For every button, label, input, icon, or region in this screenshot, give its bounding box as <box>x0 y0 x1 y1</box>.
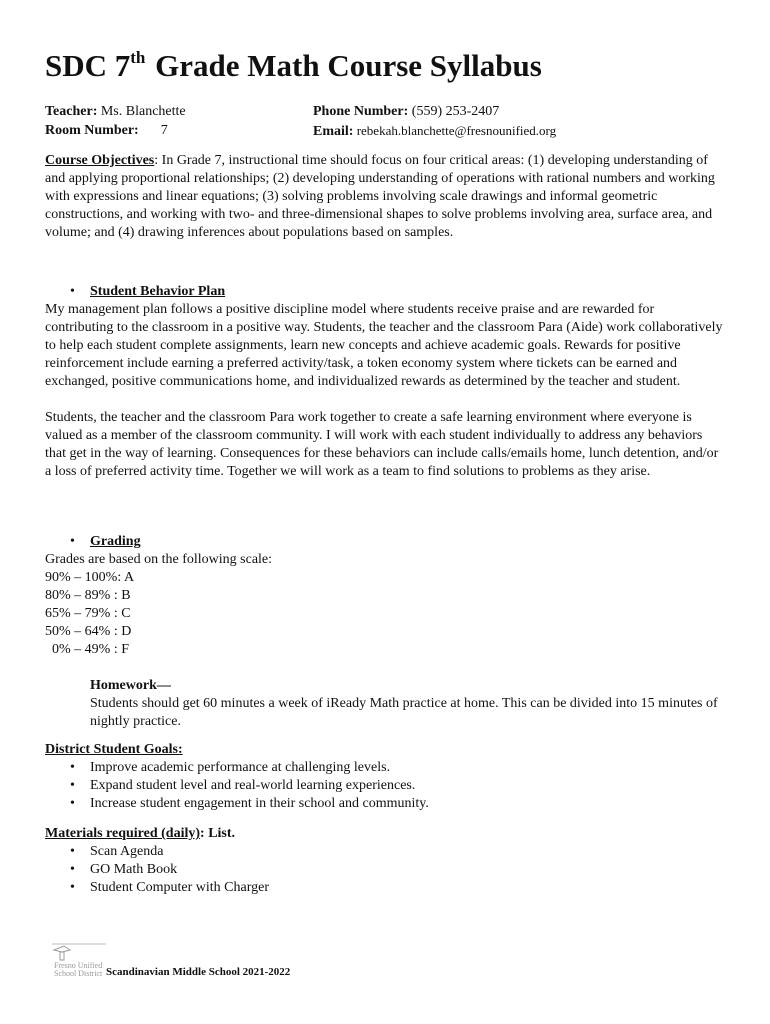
materials-heading: Materials required (daily) <box>45 826 201 841</box>
material-item: • GO Math Book <box>45 861 725 879</box>
grade-scale-f: 0% – 49% : F <box>45 642 129 657</box>
grade-scale-a: 90% – 100%: A <box>45 570 135 585</box>
page-title <box>45 46 542 91</box>
title-main: SDC 7 <box>45 48 131 83</box>
homework-label: Homework— <box>90 678 171 693</box>
svg-text:Fresno Unified: Fresno Unified <box>54 961 103 970</box>
materials-heading-suffix: : List. <box>200 826 236 841</box>
email-label: Email: <box>313 124 354 139</box>
footer-school: Scandinavian Middle School 2021-2022 <box>106 966 291 978</box>
grading-heading-text: Grading <box>90 534 141 549</box>
material-item: • Scan Agenda <box>45 843 725 861</box>
behavior-paragraph-2: Students, the teacher and the classroom Para work together to create a safe learning environment where everyone is valued as a member of the classroom community. I will work with each student individually to address any behaviors that get in the way of learning. Consequences for these behaviors can include calls/emails home, lunch detention, and/or a loss of preferred activity time. Together we will work as a team to find solutions to problems as they arise. <box>45 410 719 479</box>
room-value: 7 <box>160 123 168 138</box>
homework-block <box>45 677 725 731</box>
district-goals-section <box>45 741 725 813</box>
behavior-heading-text: Student Behavior Plan <box>90 284 226 299</box>
goals-heading: District Student Goals: <box>45 742 183 757</box>
grading-section <box>45 533 725 731</box>
grade-scale-c: 65% – 79% : C <box>45 606 131 621</box>
goal-item: • Increase student engagement in their school and community. <box>45 795 725 813</box>
objectives-text: : In Grade 7, instructional time should focus on four critical areas: (1) developing understanding of and applying proportional relationships; (2) developing understanding of operations with rational numbers and working with expressions and linear equations; (3) solving problems involving scale drawings and informal geometric constructions, and working with two- and three-dimensional shapes to solve problems involving area, surface area, and volume; and (4) drawing inferences about populations based on samples. <box>45 153 715 240</box>
teacher-value: Ms. Blanchette <box>97 104 186 119</box>
page-footer <box>50 938 370 983</box>
materials-list <box>45 843 725 897</box>
behavior-paragraph-1: My management plan follows a positive discipline model where students receive praise and are rewarded for contributing to the classroom in a positive way. Students, the teacher and the classroom Para (Aide) work collaboratively to help each student complete assignments, learn new concepts and achieve academic goals. Rewards for positive reinforcement include earning a preferred activity/task, a token economy system where tickets can be earned and exchanged, positive communications home, and individualized rewards as determined by the teacher and student. <box>45 302 723 389</box>
grade-scale-b: 80% – 89% : B <box>45 588 131 603</box>
goal-item: • Expand student level and real-world learning experiences. <box>45 777 725 795</box>
room-label: Room Number: <box>45 123 139 138</box>
teacher-label: Teacher: <box>45 104 98 119</box>
contact-info <box>45 103 725 141</box>
email-line <box>313 122 556 141</box>
behavior-heading <box>45 283 725 301</box>
title-superscript: th <box>130 48 146 67</box>
grading-heading <box>45 533 725 551</box>
grading-intro: Grades are based on the following scale: <box>45 552 273 567</box>
homework-text: Students should get 60 minutes a week of iReady Math practice at home. This can be divided into 15 minutes of nightly practice. <box>90 696 718 729</box>
grade-scale-d: 50% – 64% : D <box>45 624 132 639</box>
goals-list <box>45 759 725 813</box>
material-item: • Student Computer with Charger <box>45 879 725 897</box>
objectives-label: Course Objectives <box>45 153 155 168</box>
email-value: rebekah.blanchette@fresnounified.org <box>353 123 557 138</box>
room-line <box>45 122 168 140</box>
svg-text:School District: School District <box>54 969 103 978</box>
title-rest: Grade Math Course Syllabus <box>147 48 542 83</box>
course-objectives <box>45 152 725 242</box>
teacher-line <box>45 103 186 121</box>
materials-section <box>45 825 725 897</box>
phone-line <box>313 103 499 121</box>
phone-value: (559) 253-2407 <box>408 104 500 119</box>
phone-label: Phone Number: <box>313 104 409 119</box>
behavior-section <box>45 283 725 481</box>
goal-item: • Improve academic performance at challenging levels. <box>45 759 725 777</box>
district-logo-icon <box>50 938 108 982</box>
